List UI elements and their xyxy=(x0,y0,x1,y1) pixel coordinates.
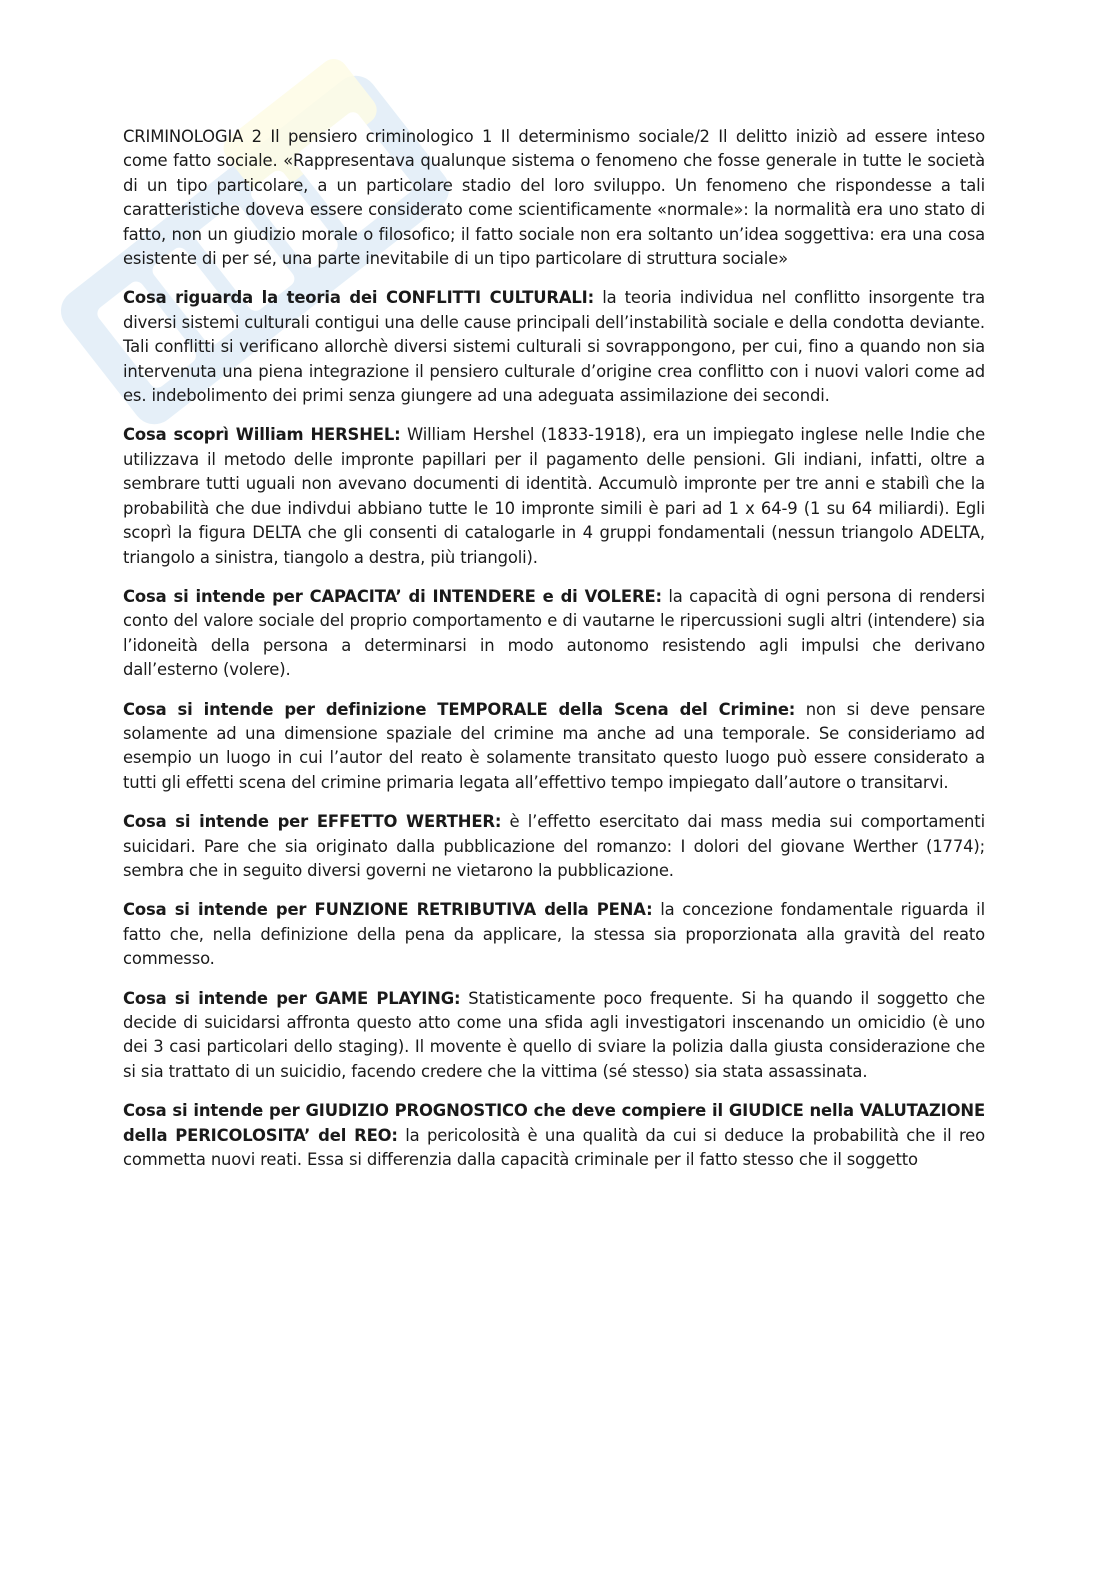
qa-entry xyxy=(123,1099,985,1172)
qa-entry xyxy=(123,585,985,683)
qa-answer: Statisticamente poco frequente. Si ha quando il soggetto che decide di suicidarsi affronta questo atto come una sfida agli investigatori inscenando un omicidio (è uno dei 3 casi particolari dello staging). Il movente è quello di sviare la polizia dalla giusta considerazione che si sia trattato di un suicidio, facendo credere che la vittima (sé stesso) sia stata assassinata. xyxy=(123,988,985,1081)
qa-answer: la teoria individua nel conflitto insorgente tra diversi sistemi culturali contigui una delle cause principali dell’instabilità sociale e della condotta deviante. Tali conflitti si verificano allorchè diversi sistemi culturali si sovrappongono, per cui, fino a quando non sia intervenuta una piena integrazione il pensiero culturale d’origine crea conflitto con i nuovi valori come ad es. indebolimento dei primi senza giungere ad una adeguata assimilazione dei secondi. xyxy=(123,288,985,406)
qa-answer: non si deve pensare solamente ad una dimensione spaziale del crimine ma anche ad una temporale. Se consideriamo ad esempio un luogo in cui l’autor del reato è solamente transitato questo luogo può essere considerato a tutti gli effetti scena del crimine primaria legata all’effettivo tempo impiegato dall’autore o transitarvi. xyxy=(123,699,986,792)
qa-question: Cosa scoprì William HERSHEL: xyxy=(123,425,401,445)
qa-question: Cosa si intende per GIUDIZIO PROGNOSTICO che deve compiere il GIUDICE nella VALUTAZIONE della PERICOLOSITA’ del REO: xyxy=(123,1101,985,1145)
qa-entry xyxy=(123,987,985,1085)
qa-answer: è l’effetto esercitato dai mass media sui comportamenti suicidari. Pare che sia originato dalla pubblicazione del romanzo: I dolori del giovane Werther (1774); sembra che in seguito diversi governi ne vietarono la pubblicazione. xyxy=(123,812,985,880)
document-body xyxy=(123,125,985,1187)
qa-question: Cosa si intende per definizione TEMPORALE della Scena del Crimine: xyxy=(123,699,796,719)
qa-answer: William Hershel (1833-1918), era un impiegato inglese nelle Indie che utilizzava il metodo delle impronte papillari per il pagamento delle pensioni. Gli indiani, infatti, oltre a sembrare tutti uguali non avevano documenti di identità. Accumulò impronte per tre anni e stabilì che la probabilità che due indivdui abbiano tutte le 10 impronte simili è pari ad 1 x 64-9 (1 su 64 miliardi). Egli scoprì la figura DELTA che gli consenti di catalogarle in 4 gruppi fondamentali (nessun triangolo ADELTA, triangolo a sinistra, tiangolo a destra, più triangoli). xyxy=(123,425,986,567)
qa-question: Cosa riguarda la teoria dei CONFLITTI CULTURALI: xyxy=(123,288,595,308)
qa-list xyxy=(123,286,985,1172)
qa-answer: la capacità di ogni persona di rendersi conto del valore sociale del proprio comportamento e di vautarne le ripercussioni sugli altri (intendere) sia l’idoneità della persona a determinarsi in modo autonomo resistendo agli impulsi che derivano dall’esterno (volere). xyxy=(123,586,985,680)
qa-question: Cosa si intende per GAME PLAYING: xyxy=(123,988,461,1008)
qa-entry xyxy=(123,698,985,796)
qa-answer: la pericolosità è una qualità da cui si deduce la probabilità che il reo commetta nuovi reati. Essa si differenzia dalla capacità criminale per il fatto stesso che il soggetto xyxy=(123,1125,985,1170)
intro-paragraph: CRIMINOLOGIA 2 Il pensiero criminologico 1 Il determinismo sociale/2 Il delitto iniziò ad essere inteso come fatto sociale. «Rappresentava qualunque sistema o fenomeno che fosse generale in tutte le società di un tipo particolare, a un particolare stadio del loro sviluppo. Un fenomeno che rispondesse a tali caratteristiche doveva essere considerato come scientificamente «normale»: la normalità era uno stato di fatto, non un giudizio morale o filosofico; il fatto sociale non era soltanto un’idea soggettiva: era una cosa esistente di per sé, una parte inevitabile di un tipo particolare di struttura sociale» xyxy=(123,127,985,269)
qa-entry xyxy=(123,286,985,408)
qa-entry xyxy=(123,423,985,569)
qa-entry xyxy=(123,898,985,971)
qa-question: Cosa si intende per EFFETTO WERTHER: xyxy=(123,812,502,832)
qa-entry xyxy=(123,810,985,883)
qa-question: Cosa si intende per CAPACITA’ di INTENDERE e di VOLERE: xyxy=(123,586,662,606)
qa-question: Cosa si intende per FUNZIONE RETRIBUTIVA della PENA: xyxy=(123,900,653,920)
qa-answer: la concezione fondamentale riguarda il fatto che, nella definizione della pena da applicare, la stessa sia proporzionata alla gravità del reato commesso. xyxy=(123,900,985,969)
